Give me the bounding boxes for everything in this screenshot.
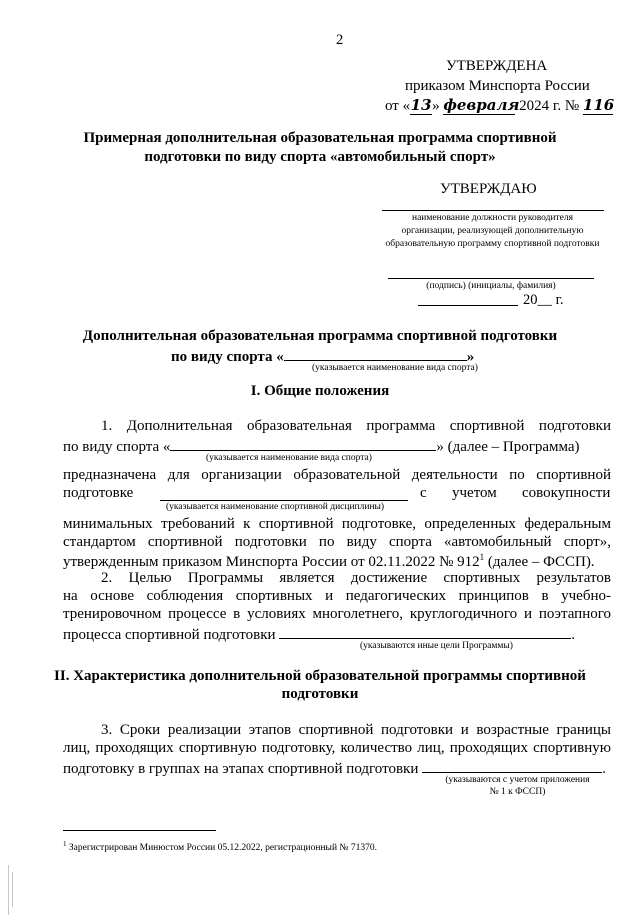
- footnote: [63, 840, 377, 853]
- position-caption-3: образовательную программу спортивной подготовки: [385, 239, 600, 249]
- approve-date: 20__ г.: [523, 292, 564, 308]
- approval-month: февраля: [443, 96, 520, 114]
- p2-line2: на основе соблюдения спортивных и педагогических принципов в учебно-: [63, 588, 611, 604]
- signature-line: [388, 278, 594, 279]
- p1-line4-w2: учетом: [452, 485, 497, 501]
- p3-line1: 3. Сроки реализации этапов спортивной подготовки и возрастные границы: [101, 722, 611, 738]
- p1-line5: минимальных требований к спортивной подготовке, определенных федеральным: [63, 516, 611, 532]
- p1-line7: [63, 552, 595, 571]
- approval-date-line: [385, 96, 613, 115]
- approval-year: 2024 г. №: [519, 98, 580, 114]
- footnote-ref: 1: [479, 552, 485, 562]
- p1-discipline-blank: [160, 500, 408, 501]
- approval-day: 13: [410, 96, 432, 114]
- scan-mark: [8, 865, 9, 915]
- p1-line2-start: по виду спорта «: [63, 439, 171, 455]
- scan-mark: [12, 872, 13, 907]
- p1-line6: стандартом спортивной подготовки по виду спорта «автомобильный спорт»,: [63, 534, 611, 550]
- footnote-text: Зарегистрирован Минюстом России 05.12.2022, регистрационный № 71370.: [68, 843, 377, 854]
- p2-line4-end: .: [571, 627, 576, 643]
- footnote-separator: [63, 830, 216, 831]
- p2-line4-text: процесса спортивной подготовки: [63, 627, 276, 643]
- program-title-caption: (указывается наименование вида спорта): [312, 363, 478, 373]
- p1-line4-end: совокупности: [522, 485, 611, 501]
- p3-blank: [422, 758, 602, 773]
- position-caption-2: организации, реализующей дополнительную: [401, 226, 584, 236]
- p1-caption1: (указывается наименование вида спорта): [206, 453, 372, 463]
- signature-caption: (подпись) (инициалы, фамилия): [426, 281, 556, 291]
- p2-line3: тренировочном процессе в условиях многолетнего, круглогодичного и поэтапного: [63, 606, 611, 622]
- p1-line4-start: подготовке: [63, 485, 134, 501]
- approve-title: УТВЕРЖДАЮ: [440, 181, 537, 197]
- main-title-line2: подготовки по виду спорта «автомобильный спорт»: [144, 149, 496, 165]
- p1-line1: 1. Дополнительная образовательная программа спортивной подготовки: [101, 418, 611, 434]
- p3-line3-text: подготовку в группах на этапах спортивной подготовки: [63, 761, 419, 777]
- p3-caption1: (указываются с учетом приложения: [445, 775, 590, 785]
- section2-heading-line2: подготовки: [281, 686, 359, 702]
- p1-line4-mid: с: [420, 485, 427, 501]
- p1-line2-end: » (далее – Программа): [436, 439, 580, 455]
- program-title-end: »: [466, 349, 475, 365]
- p2-line1: 2. Целью Программы является достижение спортивных результатов: [101, 570, 611, 586]
- footnote-mark: 1: [63, 840, 67, 848]
- p3-line3-end: .: [602, 761, 606, 777]
- position-caption-1: наименование должности руководителя: [412, 213, 573, 223]
- program-title-line1: Дополнительная образовательная программа спортивной подготовки: [82, 328, 558, 344]
- date-blank-line: [418, 305, 518, 306]
- approval-order-line: приказом Минспорта России: [405, 78, 590, 94]
- p1-line3: предназначена для организации образовательной деятельности по спортивной: [63, 467, 611, 483]
- main-title-line1: Примерная дополнительная образовательная программа спортивной: [83, 130, 557, 146]
- section1-heading: I. Общие положения: [250, 383, 390, 399]
- p2-goals-blank: [279, 624, 571, 639]
- p1-line7-end: (далее – ФССП).: [484, 554, 595, 570]
- p3-caption2: № 1 к ФССП): [489, 787, 546, 797]
- position-line: [382, 210, 604, 211]
- p3-line2: лиц, проходящих спортивную подготовку, количество лиц, проходящих спортивную: [63, 740, 611, 756]
- approval-date-prefix: от «: [385, 98, 411, 114]
- p2-caption: (указываются иные цели Программы): [360, 641, 513, 651]
- section2-heading-line1: II. Характеристика дополнительной образовательной программы спортивной: [54, 668, 586, 684]
- sport-name-blank: [284, 346, 467, 361]
- approval-title: УТВЕРЖДЕНА: [446, 58, 548, 74]
- p1-sport-blank: [170, 436, 436, 451]
- approval-date-mid: »: [432, 98, 440, 114]
- approval-number: 116: [582, 96, 615, 114]
- program-title-start: по виду спорта «: [171, 349, 284, 365]
- p1-caption2: (указывается наименование спортивной дисциплины): [166, 502, 385, 512]
- p1-line7-text: утвержденным приказом Минспорта России от 02.11.2022 № 912: [63, 554, 480, 570]
- page-number: 2: [336, 32, 344, 48]
